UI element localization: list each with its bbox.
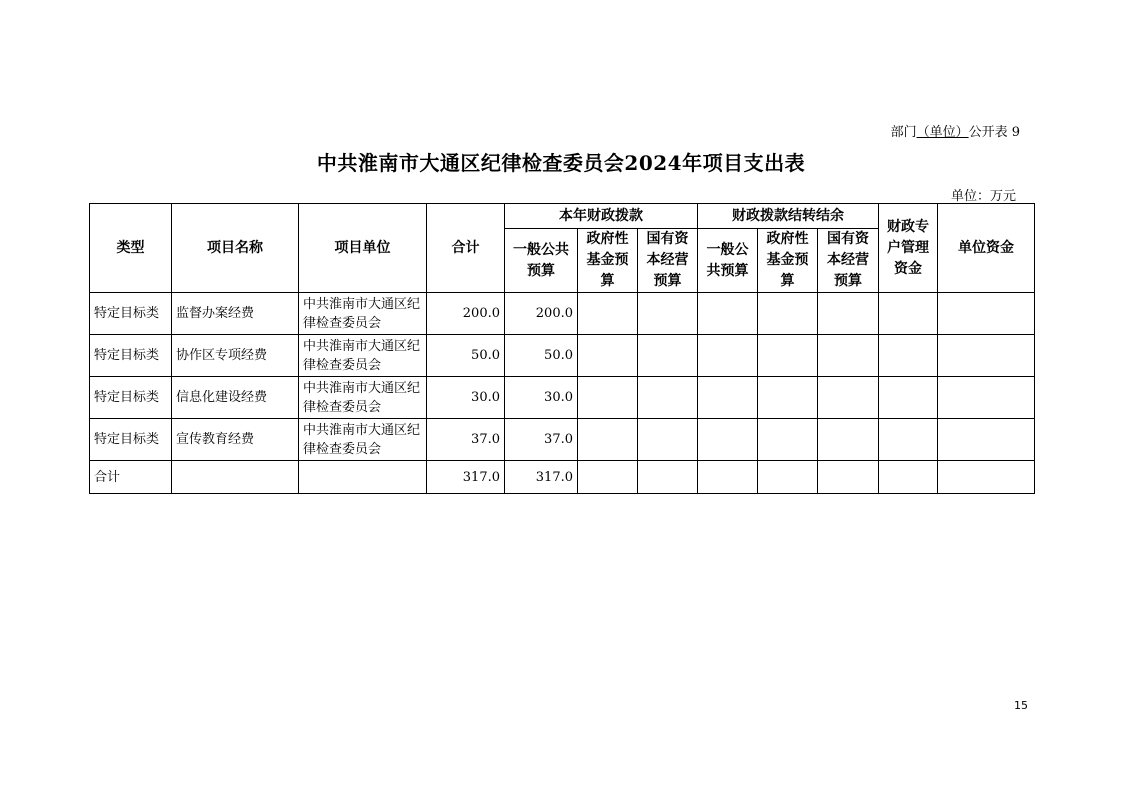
cell-empty bbox=[698, 335, 758, 377]
cell-empty bbox=[758, 377, 818, 419]
summary-total: 317.0 bbox=[427, 461, 505, 494]
cell-empty bbox=[818, 419, 879, 461]
header-group-carryover: 财政拨款结转结余 bbox=[698, 204, 879, 229]
header-sub-state-capital-budget: 国有资本经营预算 bbox=[638, 229, 698, 293]
cell-empty bbox=[638, 293, 698, 335]
cell-empty bbox=[758, 461, 818, 494]
cell-empty bbox=[638, 377, 698, 419]
cell-empty bbox=[698, 419, 758, 461]
cell-general-budget: 200.0 bbox=[505, 293, 578, 335]
header-sub-general-budget: 一般公共预算 bbox=[505, 229, 578, 293]
form-tag bbox=[860, 121, 1020, 140]
form-tag-suffix: 公开表 9 bbox=[968, 125, 1020, 140]
cell-empty bbox=[818, 335, 879, 377]
cell-empty bbox=[578, 377, 638, 419]
cell-empty bbox=[879, 377, 938, 419]
cell-empty bbox=[578, 419, 638, 461]
cell-empty bbox=[938, 335, 1035, 377]
cell-empty bbox=[938, 419, 1035, 461]
cell-empty bbox=[879, 293, 938, 335]
cell-empty bbox=[938, 293, 1035, 335]
cell-project-name: 宣传教育经费 bbox=[172, 419, 299, 461]
cell-empty bbox=[879, 461, 938, 494]
summary-label: 合计 bbox=[90, 461, 172, 494]
cell-empty bbox=[698, 461, 758, 494]
header-type: 类型 bbox=[90, 204, 172, 293]
cell-empty bbox=[758, 293, 818, 335]
cell-empty bbox=[638, 335, 698, 377]
cell-empty bbox=[938, 461, 1035, 494]
cell-project-name: 监督办案经费 bbox=[172, 293, 299, 335]
page-number: 15 bbox=[1014, 699, 1028, 712]
header-project-unit: 项目单位 bbox=[299, 204, 427, 293]
cell-empty bbox=[578, 335, 638, 377]
cell-empty bbox=[578, 293, 638, 335]
cell-general-budget: 37.0 bbox=[505, 419, 578, 461]
cell-empty bbox=[879, 335, 938, 377]
cell-empty bbox=[172, 461, 299, 494]
cell-empty bbox=[698, 293, 758, 335]
cell-empty bbox=[638, 461, 698, 494]
cell-project-name: 信息化建设经费 bbox=[172, 377, 299, 419]
cell-type: 特定目标类 bbox=[90, 293, 172, 335]
header-project-name: 项目名称 bbox=[172, 204, 299, 293]
cell-empty bbox=[299, 461, 427, 494]
cell-empty bbox=[818, 377, 879, 419]
cell-general-budget: 30.0 bbox=[505, 377, 578, 419]
cell-total: 30.0 bbox=[427, 377, 505, 419]
header-sub-carry-state-capital-budget: 国有资本经营预算 bbox=[818, 229, 879, 293]
table-row bbox=[90, 377, 1035, 419]
form-tag-unit: （单位） bbox=[916, 125, 969, 140]
unit-note: 单位：万元 bbox=[950, 189, 1016, 204]
header-total: 合计 bbox=[427, 204, 505, 293]
cell-project-unit: 中共淮南市大通区纪律检查委员会 bbox=[299, 419, 427, 461]
summary-general-budget: 317.0 bbox=[505, 461, 578, 494]
table-row bbox=[90, 335, 1035, 377]
header-group-current: 本年财政拨款 bbox=[505, 204, 698, 229]
cell-empty bbox=[818, 293, 879, 335]
page-title: 中共淮南市大通区纪律检查委员会2024年项目支出表 bbox=[316, 151, 806, 175]
header-special-fund: 财政专户管理资金 bbox=[879, 204, 938, 293]
cell-project-name: 协作区专项经费 bbox=[172, 335, 299, 377]
cell-empty bbox=[758, 335, 818, 377]
cell-empty bbox=[818, 461, 879, 494]
cell-empty bbox=[879, 419, 938, 461]
cell-type: 特定目标类 bbox=[90, 335, 172, 377]
cell-total: 37.0 bbox=[427, 419, 505, 461]
cell-project-unit: 中共淮南市大通区纪律检查委员会 bbox=[299, 293, 427, 335]
cell-empty bbox=[578, 461, 638, 494]
cell-project-unit: 中共淮南市大通区纪律检查委员会 bbox=[299, 335, 427, 377]
cell-empty bbox=[758, 419, 818, 461]
header-sub-carry-gov-fund-budget: 政府性基金预算 bbox=[758, 229, 818, 293]
project-expenditure-table bbox=[89, 203, 1035, 494]
table-row bbox=[90, 293, 1035, 335]
header-unit-fund: 单位资金 bbox=[938, 204, 1035, 293]
summary-row bbox=[90, 461, 1035, 494]
cell-general-budget: 50.0 bbox=[505, 335, 578, 377]
table-row bbox=[90, 419, 1035, 461]
cell-empty bbox=[638, 419, 698, 461]
cell-empty bbox=[938, 377, 1035, 419]
cell-type: 特定目标类 bbox=[90, 377, 172, 419]
cell-project-unit: 中共淮南市大通区纪律检查委员会 bbox=[299, 377, 427, 419]
cell-total: 50.0 bbox=[427, 335, 505, 377]
header-sub-gov-fund-budget: 政府性基金预算 bbox=[578, 229, 638, 293]
cell-type: 特定目标类 bbox=[90, 419, 172, 461]
cell-empty bbox=[698, 377, 758, 419]
header-sub-carry-general-budget: 一般公共预算 bbox=[698, 229, 758, 293]
cell-total: 200.0 bbox=[427, 293, 505, 335]
form-tag-prefix: 部门 bbox=[890, 125, 917, 140]
